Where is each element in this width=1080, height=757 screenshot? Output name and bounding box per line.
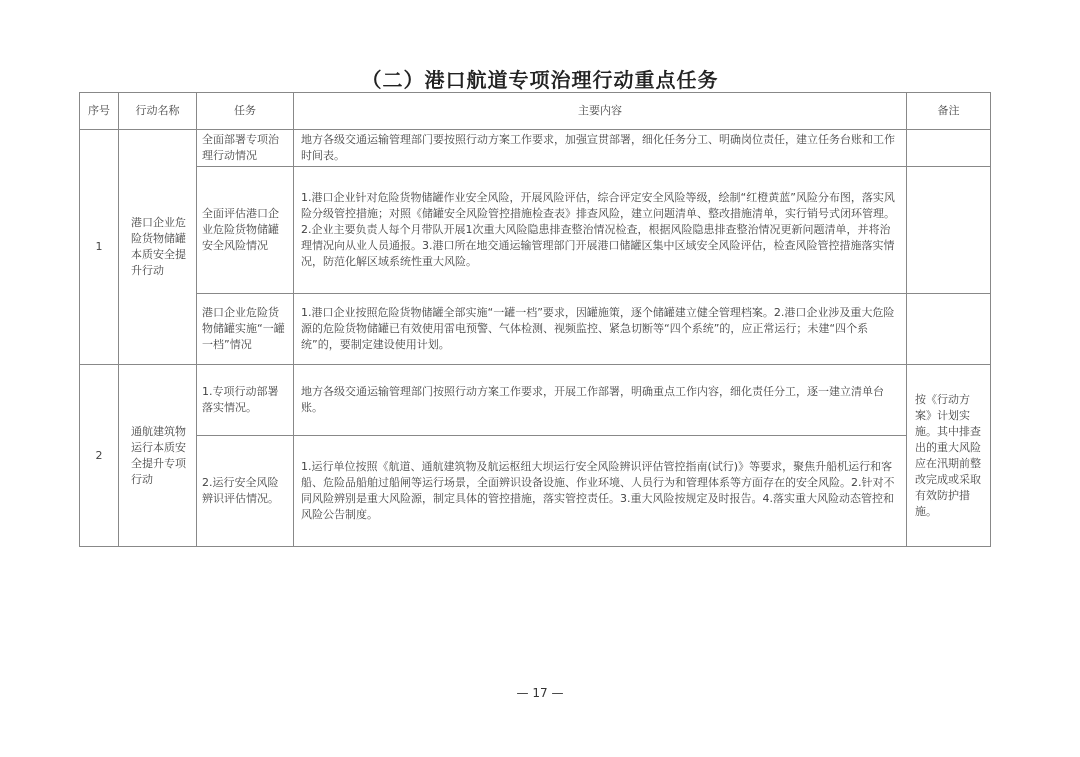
task-cell: 1.专项行动部署落实情况。 — [197, 365, 294, 436]
page-title: （二）港口航道专项治理行动重点任务 — [361, 68, 719, 92]
task-cell: 全面部署专项治理行动情况 — [197, 130, 294, 167]
table-header-row — [80, 93, 991, 130]
header-seq: 序号 — [80, 93, 119, 130]
task-cell: 全面评估港口企业危险货物储罐安全风险情况 — [197, 167, 294, 294]
content-cell: 地方各级交通运输管理部门按照行动方案工作要求，开展工作部署，明确重点工作内容，细化责任分工，逐一建立清单台账。 — [294, 365, 907, 436]
table-row — [80, 130, 991, 167]
header-note: 备注 — [907, 93, 991, 130]
table-row — [80, 294, 991, 365]
task-cell: 2.运行安全风险辨识评估情况。 — [197, 436, 294, 547]
content-cell: 1.运行单位按照《航道、通航建筑物及航运枢纽大坝运行安全风险辨识评估管控指南(试行)》等要求，聚焦升船机运行和客船、危险品船舶过船闸等运行场景，全面辨识设备设施、作业环境、人员行为和管理体系等方面存在的安全风险。2.针对不同风险辨别是重大风险源，制定具体的管控措施，落实管控责任。3.重大风险按规定及时报告。4.落实重大风险动态管控和风险公告制度。 — [294, 436, 907, 547]
note-cell — [907, 130, 991, 167]
table-row — [80, 167, 991, 294]
header-task: 任务 — [197, 93, 294, 130]
group-seq: 2 — [80, 365, 119, 547]
task-cell: 港口企业危险货物储罐实施“一罐一档”情况 — [197, 294, 294, 365]
content-cell: 1.港口企业针对危险货物储罐作业安全风险，开展风险评估，综合评定安全风险等级，绘制“红橙黄蓝”风险分布图，落实风险分级管控措施；对照《储罐安全风险管控措施检查表》排查风险，建立问题清单、整改措施清单，实行销号式闭环管理。2.企业主要负责人每个月带队开展1次重大风险隐患排查整治情况检查，根据风险隐患排查整治情况更新问题清单，并将治理情况向从业人员通报。3.港口所在地交通运输管理部门开展港口储罐区集中区域安全风险评估，检查风险管控措施落实情况，防范化解区域系统性重大风险。 — [294, 167, 907, 294]
note-cell — [907, 167, 991, 294]
group-action-name: 通航建筑物运行本质安全提升专项行动 — [119, 365, 197, 547]
content-cell: 1.港口企业按照危险货物储罐全部实施“一罐一档”要求，因罐施策，逐个储罐建立健全管理档案。2.港口企业涉及重大危险源的危险货物储罐已有效使用雷电预警、气体检测、视频监控、紧急切断等“四个系统”的，应正常运行；未建“四个系统”的，要制定建设使用计划。 — [294, 294, 907, 365]
table-row — [80, 436, 991, 547]
note-cell — [907, 294, 991, 365]
group-seq: 1 — [80, 130, 119, 365]
group-action-name: 港口企业危险货物储罐本质安全提升行动 — [119, 130, 197, 365]
note-cell: 按《行动方案》计划实施。其中排查出的重大风险应在汛期前整改完成或采取有效防护措施。 — [907, 365, 991, 547]
content-cell: 地方各级交通运输管理部门要按照行动方案工作要求，加强宣贯部署，细化任务分工、明确岗位责任，建立任务台账和工作时间表。 — [294, 130, 907, 167]
header-action: 行动名称 — [119, 93, 197, 130]
page-number: — 17 — — [516, 686, 564, 700]
header-content: 主要内容 — [294, 93, 907, 130]
table-row — [80, 365, 991, 436]
task-table — [79, 92, 991, 547]
